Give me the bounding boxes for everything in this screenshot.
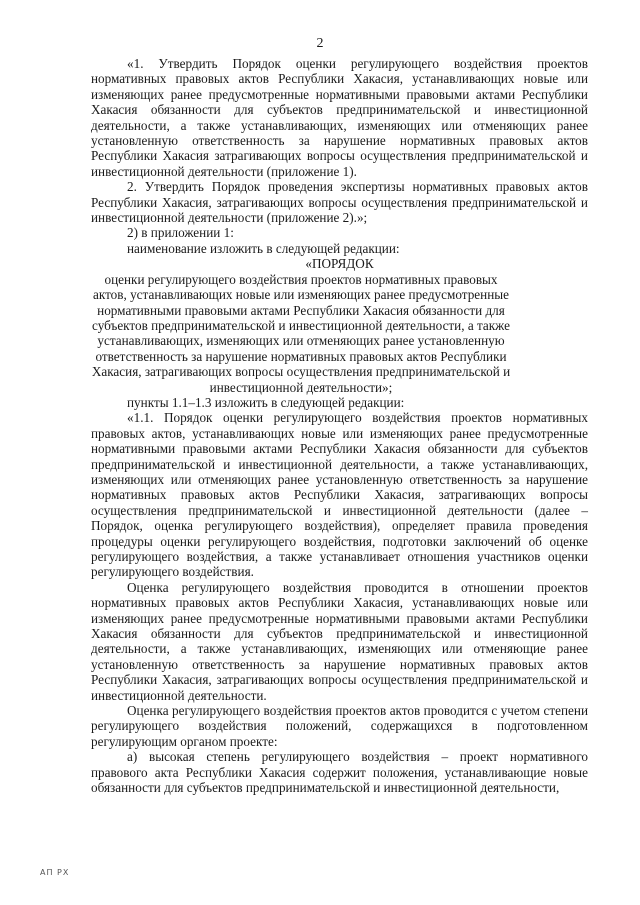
paragraph-assessment-degree: Оценка регулирующего воздействия проектов актов проводится с учетом степени регулирующего воздействия положений, содержащихся в подготовленном регулирующим органом проекте: — [91, 703, 588, 749]
footer-stamp: АП РХ — [40, 868, 70, 877]
paragraph-item-1-approve-order: «1. Утвердить Порядок оценки регулирующего воздействия проектов нормативных правовых актов Республики Хакасия, устанавливающих новые или изменяющих ранее предусмотренные нормативными правовыми актами Республики Хакасия обязанности для субъектов предпринимательской и инвестиционной деятельности, а также устанавливающих, изменяющих или отменяющих ранее установленную ответственность за нарушение нормативных правовых актов Республики Хакасия затрагивающих вопросы осуществления предпринимательской и инвестиционной деятельности (приложение 1). — [91, 56, 588, 179]
page-number: 2 — [316, 36, 324, 51]
paragraph-point-1-1: «1.1. Порядок оценки регулирующего воздействия проектов нормативных правовых актов, устанавливающих новые или изменяющих ранее предусмотренные нормативными правовыми актами Республики Хакасия обязанности для субъектов предпринимательской и инвестиционной деятельности, а также устанавливающих, изменяющих или отменяющих ранее установленную ответственность за нарушение нормативных правовых актов Республики Хакасия, затрагивающих вопросы осуществления предпринимательской и инвестиционной деятельности (далее – Порядок, оценка регулирующего воздействия), определяет правила проведения процедуры оценки регулирующего воздействия, подготовки заключений об оценке регулирующего воздействия, а также устанавливает отношения участников оценки регулирующего воздействия. — [91, 410, 588, 580]
paragraph-item-2-approve-expertise: 2. Утвердить Порядок проведения экспертизы нормативных правовых актов Республики Хакасия, затрагивающих вопросы осуществления предпринимательской и инвестиционной деятельности (приложение 2).»; — [91, 179, 588, 226]
order-subtitle: оценки регулирующего воздействия проектов нормативных правовых актов, устанавливающих новые или изменяющих ранее предусмотренные нормативными правовыми актами Республики Хакасия обязанности для субъектов предпринимательской и инвестиционной деятельности, а также устанавливающих, изменяющих или отменяющих ранее установленную ответственность за нарушение нормативных правовых актов Республики Хакасия, затрагивающих вопросы осуществления предпринимательской и инвестиционной деятельности»; — [91, 271, 511, 395]
paragraph-title-instruction: наименование изложить в следующей редакции: — [127, 240, 400, 256]
paragraph-appendix-1: 2) в приложении 1: — [127, 225, 234, 241]
paragraph-high-degree: а) высокая степень регулирующего воздействия – проект нормативного правового акта Республики Хакасия содержит положения, устанавливающие новые обязанности для субъектов предпринимательской и инвестиционной деятельности, — [91, 749, 588, 796]
document-body — [91, 56, 588, 796]
order-title: «ПОРЯДОК — [305, 256, 374, 272]
paragraph-assessment-scope: Оценка регулирующего воздействия проводится в отношении проектов нормативных правовых актов Республики Хакасия, устанавливающих новые или изменяющих ранее предусмотренные нормативными правовыми актами Республики Хакасия обязанности для субъектов предпринимательской и инвестиционной деятельности, а также устанавливающих, изменяющих или отменяющие ранее установленную ответственность за нарушение нормативных правовых актов Республики Хакасия, затрагивающих вопросы осуществления предпринимательской и инвестиционной деятельности. — [91, 579, 588, 703]
paragraph-points-instruction: пункты 1.1–1.3 изложить в следующей редакции: — [127, 394, 405, 410]
